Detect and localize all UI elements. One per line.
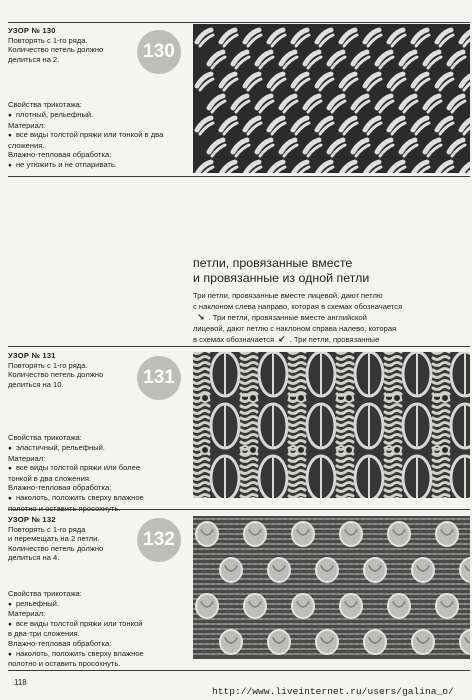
pattern-title: УЗОР № 131 bbox=[8, 351, 56, 360]
top-rule bbox=[8, 22, 470, 23]
body-line: . Три петли, провязанные bbox=[289, 335, 380, 345]
watermark-url: http://www.liveinternet.ru/users/galina_o/ bbox=[212, 686, 454, 697]
knit-texture-mark bbox=[316, 630, 338, 654]
prop-bullet: ● наколоть, положить сверху влажное bbox=[8, 493, 188, 504]
prop-text: полотно и оставить просохнуть. bbox=[8, 659, 121, 669]
knit-texture-mark bbox=[268, 558, 290, 582]
knit-texture-mark bbox=[345, 446, 353, 454]
prop-bullet: ● рельефный. bbox=[8, 599, 188, 610]
knit-texture-mark bbox=[441, 394, 449, 402]
knit-texture-mark bbox=[196, 594, 218, 618]
prop-text: тонкой в два сложения. bbox=[8, 473, 92, 483]
prop-bullet: ● наколоть, положить сверху влажное bbox=[8, 649, 188, 660]
prop-bullet: ● все виды толстой пряжи или тонкой bbox=[8, 619, 188, 630]
heading-line: петли, провязанные вместе bbox=[193, 256, 353, 270]
knit-texture-mark bbox=[297, 394, 305, 402]
pattern-line: Повторять с 1-го ряда bbox=[8, 524, 86, 534]
knit-texture-mark bbox=[316, 558, 338, 582]
rule-bottom bbox=[8, 670, 470, 671]
knit-texture-mark bbox=[412, 558, 434, 582]
body-line: с наклоном слева направо, которая в схемах обозначается bbox=[193, 301, 403, 311]
prop-heading: Свойства трикотажа: bbox=[8, 433, 82, 443]
decrease-right-symbol: ↘ bbox=[197, 312, 205, 323]
knit-texture-mark bbox=[340, 522, 362, 546]
body-line: лицевой, дают петлю с наклоном справа налево, которая bbox=[193, 323, 397, 333]
pattern-title: УЗОР № 130 bbox=[8, 26, 56, 35]
pattern-line: Количество петель должно bbox=[8, 543, 104, 553]
pattern-line: Количество петель должно bbox=[8, 370, 104, 380]
pattern-line: делиться на 2. bbox=[8, 54, 60, 64]
knit-texture-mark bbox=[436, 522, 458, 546]
body-line: . Три петли, провязанные вместе английской bbox=[208, 313, 367, 323]
rule-after-130 bbox=[8, 176, 470, 177]
body-line: в схемах обозначается bbox=[193, 335, 275, 345]
pattern-line: и перемещать на 2 петли. bbox=[8, 534, 100, 544]
decrease-left-symbol: ↙ bbox=[278, 334, 286, 345]
section-body bbox=[193, 291, 467, 346]
knit-texture-mark bbox=[393, 394, 401, 402]
knit-texture-mark bbox=[292, 594, 314, 618]
heading-line: и провязанные из одной петли bbox=[193, 271, 370, 285]
knit-texture-mark bbox=[345, 394, 353, 402]
knit-texture-mark bbox=[436, 594, 458, 618]
knit-texture-mark bbox=[196, 522, 218, 546]
prop-heading: Влажно-тепловая обработка: bbox=[8, 638, 112, 648]
knit-texture-mark bbox=[297, 446, 305, 454]
knit-texture-mark bbox=[201, 446, 209, 454]
body-line: Три петли, провязанные вместе лицевой, дают петлю bbox=[193, 291, 383, 300]
knit-texture-mark bbox=[249, 446, 257, 454]
knit-swatch-132 bbox=[193, 516, 470, 659]
knit-texture-mark bbox=[201, 394, 209, 402]
knit-texture-mark bbox=[220, 630, 242, 654]
knit-texture-mark bbox=[388, 594, 410, 618]
prop-heading: Свойства трикотажа: bbox=[8, 100, 82, 110]
pattern-title: УЗОР № 132 bbox=[8, 515, 56, 524]
prop-bullet: ● все виды толстой пряжи или более bbox=[8, 463, 188, 474]
prop-text: сложения. bbox=[8, 140, 45, 150]
knit-texture-mark bbox=[249, 394, 257, 402]
knit-texture-mark bbox=[244, 594, 266, 618]
pattern-number-badge: 132 bbox=[137, 518, 181, 562]
rule-before-131 bbox=[8, 346, 470, 347]
knit-texture-mark bbox=[244, 522, 266, 546]
knit-texture-mark bbox=[393, 446, 401, 454]
page-number: 118 bbox=[14, 678, 27, 687]
prop-bullet: ● не утюжить и не отпаривать. bbox=[8, 160, 188, 171]
section-heading bbox=[193, 256, 463, 286]
prop-heading: Материал: bbox=[8, 609, 46, 619]
prop-heading: Влажно-тепловая обработка: bbox=[8, 150, 112, 160]
knit-texture-mark bbox=[292, 522, 314, 546]
knit-texture-mark bbox=[412, 630, 434, 654]
prop-bullet: ● эластичный, рельефный. bbox=[8, 443, 188, 454]
knit-swatch-131 bbox=[193, 352, 470, 498]
knit-texture-mark bbox=[364, 630, 386, 654]
prop-text: полотно и оставить просохнуть. bbox=[8, 503, 121, 513]
pattern-number-badge: 131 bbox=[137, 356, 181, 400]
pattern-line: Количество петель должно bbox=[8, 45, 104, 55]
knit-texture-mark bbox=[388, 522, 410, 546]
prop-heading: Материал: bbox=[8, 120, 46, 130]
knit-texture-mark bbox=[441, 446, 449, 454]
knit-texture-mark bbox=[340, 594, 362, 618]
prop-bullet: ● плотный, рельефный. bbox=[8, 110, 188, 121]
pattern-number-badge: 130 bbox=[137, 30, 181, 74]
prop-heading: Свойства трикотажа: bbox=[8, 588, 82, 598]
pattern-line: Повторять с 1-го ряда. bbox=[8, 360, 88, 370]
knit-texture-mark bbox=[364, 558, 386, 582]
prop-text: в два-три сложения. bbox=[8, 629, 80, 639]
pattern-line: делиться на 4. bbox=[8, 553, 60, 563]
pattern-line: делиться на 10. bbox=[8, 379, 64, 389]
prop-heading: Материал: bbox=[8, 453, 46, 463]
knit-texture-mark bbox=[268, 630, 290, 654]
pattern-line: Повторять с 1-го ряда. bbox=[8, 35, 88, 45]
knit-swatch-130 bbox=[193, 24, 470, 173]
prop-heading: Влажно-тепловая обработка: bbox=[8, 483, 112, 493]
knit-texture-mark bbox=[220, 558, 242, 582]
prop-bullet: ● все виды толстой пряжи или тонкой в два bbox=[8, 130, 188, 141]
